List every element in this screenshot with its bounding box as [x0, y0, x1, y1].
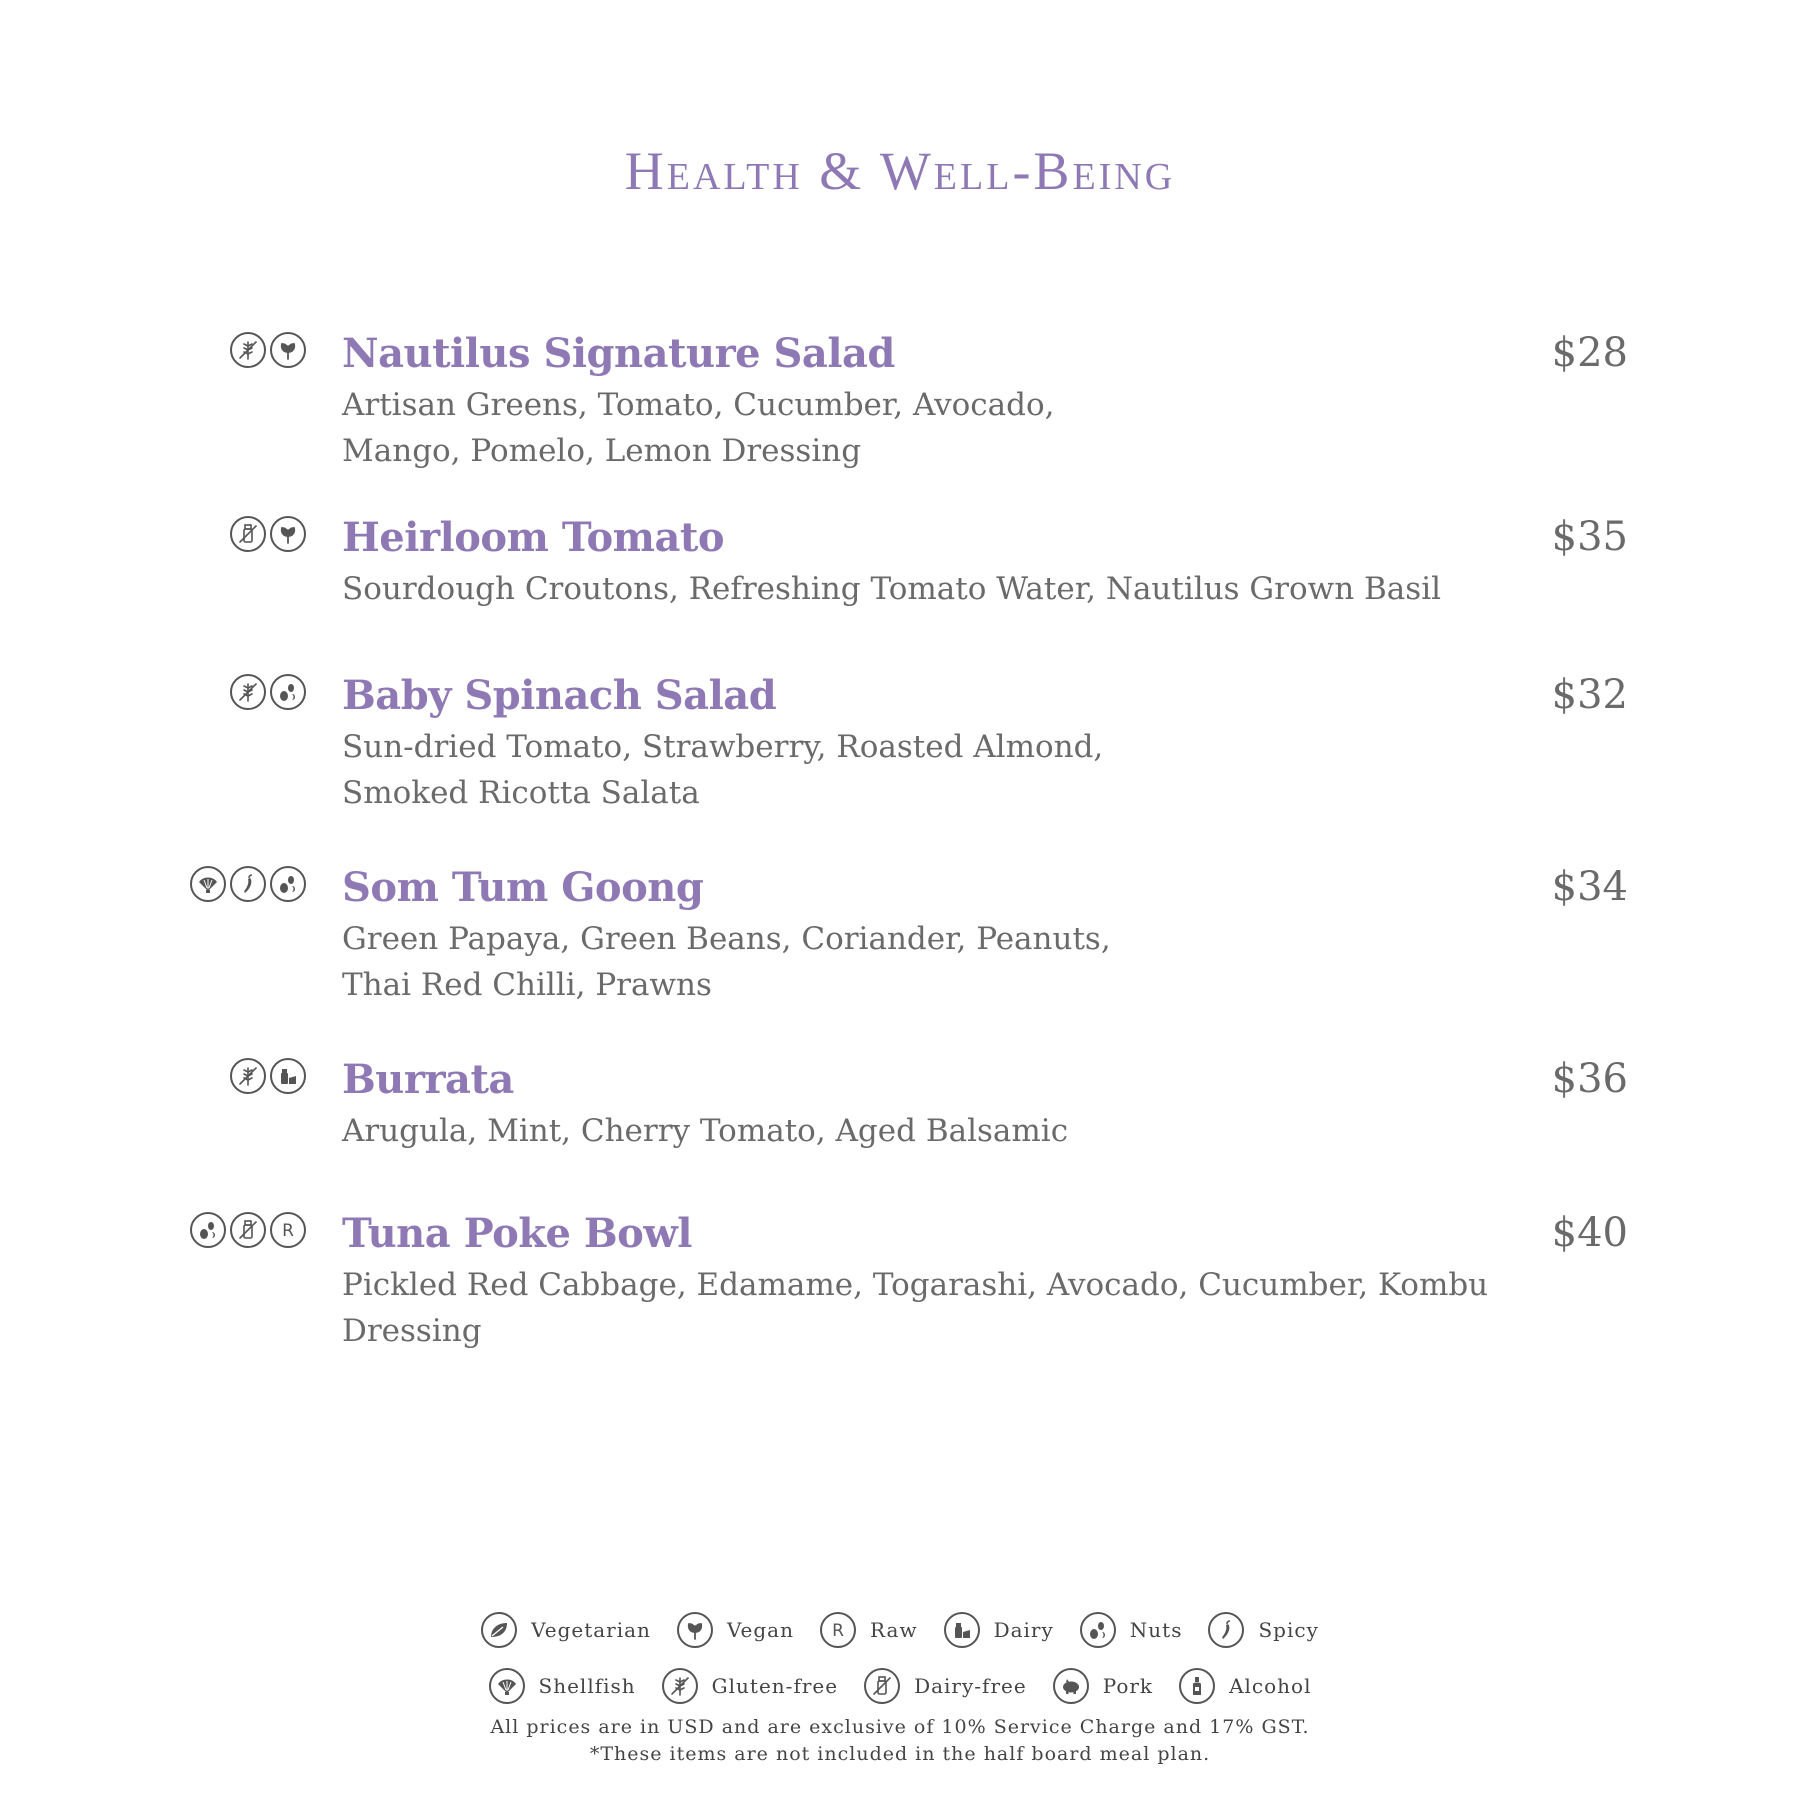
nuts-icon [270, 674, 306, 710]
page-title: Health & Well-Being [624, 141, 1176, 201]
legend-label: Vegan [726, 1618, 794, 1642]
dairy-free-icon [230, 1212, 266, 1248]
item-description: Sourdough Croutons, Refreshing Tomato Water, Nautilus Grown Basil [342, 571, 1442, 607]
dietary-legend [0, 1602, 1800, 1714]
vegan-icon [677, 1612, 713, 1648]
legend-label: Dairy [993, 1618, 1054, 1642]
nuts-icon [190, 1212, 226, 1248]
gluten-free-icon [230, 674, 266, 710]
pork-icon [1053, 1668, 1089, 1704]
legend-entry-dairy [944, 1612, 1054, 1648]
spicy-icon [1208, 1612, 1244, 1648]
legend-label: Vegetarian [531, 1618, 651, 1642]
legend-entry-vegetarian [481, 1612, 651, 1648]
alcohol-icon [1179, 1668, 1215, 1704]
dietary-icons [230, 674, 306, 710]
legend-row [0, 1602, 1800, 1658]
shellfish-icon [489, 1668, 525, 1704]
item-name: Som Tum Goong [342, 864, 704, 911]
legend-entry-gluten-free [662, 1668, 838, 1704]
legend-entry-spicy [1208, 1612, 1318, 1648]
svg-text:R: R [832, 1621, 844, 1641]
item-description: Artisan Greens, Tomato, Cucumber, Avocado, Mango, Pomelo, Lemon Dressing [342, 387, 1055, 469]
vegan-icon [270, 516, 306, 552]
dairy-free-icon [230, 516, 266, 552]
item-description: Green Papaya, Green Beans, Coriander, Peanuts, Thai Red Chilli, Prawns [342, 921, 1111, 1003]
item-price: $28 [1551, 330, 1628, 376]
item-price: $36 [1551, 1056, 1628, 1102]
legend-entry-nuts [1080, 1612, 1183, 1648]
item-price: $35 [1551, 514, 1628, 560]
dietary-icons [190, 866, 306, 902]
item-name: Heirloom Tomato [342, 514, 725, 561]
legend-entry-vegan [677, 1612, 794, 1648]
vegetarian-icon [481, 1612, 517, 1648]
item-price: $40 [1551, 1210, 1628, 1256]
legend-row [0, 1658, 1800, 1714]
legend-entry-shellfish [489, 1668, 636, 1704]
legend-label: Shellfish [538, 1674, 636, 1698]
legend-label: Spicy [1258, 1618, 1319, 1642]
legend-label: Pork [1102, 1674, 1154, 1698]
legend-label: Gluten-free [711, 1674, 839, 1698]
legend-entry-dairy-free [864, 1668, 1027, 1704]
legend-entry-pork [1053, 1668, 1153, 1704]
item-price: $32 [1551, 672, 1628, 718]
dairy-icon [944, 1612, 980, 1648]
nuts-icon [270, 866, 306, 902]
raw-icon [820, 1612, 856, 1648]
footnote [0, 1714, 1800, 1768]
nuts-icon [1080, 1612, 1116, 1648]
svg-text:R: R [282, 1221, 294, 1241]
item-name: Nautilus Signature Salad [342, 330, 895, 377]
dairy-icon [270, 1058, 306, 1094]
dietary-icons [230, 1058, 306, 1094]
gluten-free-icon [230, 332, 266, 368]
gluten-free-icon [662, 1668, 698, 1704]
legend-label: Dairy-free [914, 1674, 1027, 1698]
legend-label: Nuts [1129, 1618, 1183, 1642]
legend-label: Alcohol [1229, 1674, 1312, 1698]
item-name: Burrata [342, 1056, 514, 1103]
vegan-icon [270, 332, 306, 368]
item-name: Tuna Poke Bowl [342, 1210, 692, 1257]
item-description: Arugula, Mint, Cherry Tomato, Aged Balsamic [342, 1113, 1069, 1149]
legend-label: Raw [870, 1618, 918, 1642]
legend-entry-raw [820, 1612, 918, 1648]
footnote-pricing: All prices are in USD and are exclusive of 10% Service Charge and 17% GST. [490, 1716, 1310, 1738]
legend-entry-alcohol [1179, 1668, 1311, 1704]
item-name: Baby Spinach Salad [342, 672, 777, 719]
dairy-free-icon [864, 1668, 900, 1704]
item-description: Sun-dried Tomato, Strawberry, Roasted Almond, Smoked Ricotta Salata [342, 729, 1104, 811]
dietary-icons [190, 1212, 306, 1248]
item-description: Pickled Red Cabbage, Edamame, Togarashi, Avocado, Cucumber, Kombu Dressing [342, 1267, 1489, 1349]
dietary-icons [230, 332, 306, 368]
spicy-icon [230, 866, 266, 902]
item-price: $34 [1551, 864, 1628, 910]
footnote-meal-plan: *These items are not included in the half board meal plan. [589, 1743, 1211, 1765]
dietary-icons [230, 516, 306, 552]
raw-icon [270, 1212, 306, 1248]
gluten-free-icon [230, 1058, 266, 1094]
shellfish-icon [190, 866, 226, 902]
